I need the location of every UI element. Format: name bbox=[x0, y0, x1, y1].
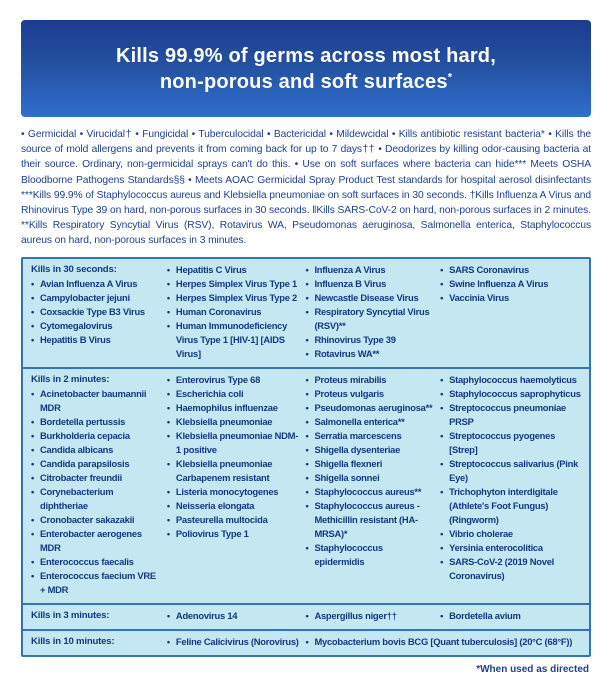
bullet-icon: • bbox=[305, 471, 309, 483]
germ-name: Herpes Simplex Virus Type 1 bbox=[175, 277, 298, 289]
bullet-icon: • bbox=[166, 415, 170, 427]
bullet-icon: • bbox=[305, 499, 309, 511]
germ-name: Avian Influenza A Virus bbox=[40, 277, 138, 289]
germ-item bbox=[440, 387, 583, 401]
germ-name: Neisseria elongata bbox=[175, 499, 255, 511]
germ-item bbox=[167, 609, 300, 623]
bullet-icon: • bbox=[166, 499, 170, 511]
germ-item bbox=[167, 499, 300, 513]
bullet-icon: • bbox=[440, 527, 444, 539]
germ-item bbox=[440, 291, 583, 305]
bullet-icon: • bbox=[166, 527, 170, 539]
bullet-icon: • bbox=[166, 485, 170, 497]
germ-name: Bordetella avium bbox=[449, 609, 521, 621]
germ-name: Pasteurella multocida bbox=[175, 513, 268, 525]
bullet-icon: • bbox=[166, 305, 170, 317]
germ-name: Serratia marcescens bbox=[314, 429, 402, 441]
germ-name: Cronobacter sakazakii bbox=[40, 513, 135, 525]
germ-item bbox=[167, 277, 300, 291]
kill-table-column bbox=[440, 635, 583, 649]
germ-name: Trichophyton interdigitale (Athlete's Foot Fungus) (Ringworm) bbox=[449, 485, 558, 525]
bullet-icon: • bbox=[440, 541, 444, 553]
germ-item bbox=[167, 263, 300, 277]
germ-item bbox=[305, 401, 434, 415]
germ-name: Streptococcus salivarius (Pink Eye) bbox=[449, 457, 579, 483]
germ-item bbox=[305, 277, 434, 291]
bullet-icon: • bbox=[31, 415, 35, 427]
germ-name: Shigella dysenteriae bbox=[314, 443, 401, 455]
germ-item bbox=[31, 319, 161, 333]
bullet-icon: • bbox=[305, 347, 309, 359]
bullet-icon: • bbox=[440, 555, 444, 567]
germ-name: Pseudomonas aeruginosa** bbox=[314, 401, 433, 413]
bullet-icon: • bbox=[440, 291, 444, 303]
bullet-icon: • bbox=[305, 263, 309, 275]
bullet-icon: • bbox=[305, 305, 309, 317]
bullet-icon: • bbox=[166, 457, 170, 469]
section-time-label: Kills in 2 minutes: bbox=[31, 373, 110, 385]
germ-item bbox=[167, 387, 300, 401]
bullet-icon: • bbox=[31, 527, 35, 539]
germ-item bbox=[440, 541, 583, 555]
bullet-icon: • bbox=[166, 635, 170, 647]
bullet-icon: • bbox=[305, 609, 309, 621]
germ-name: Salmonella enterica** bbox=[314, 415, 405, 427]
kill-table-column bbox=[305, 373, 434, 597]
germ-name: Aspergillus niger†† bbox=[314, 609, 397, 621]
bullet-icon: • bbox=[31, 555, 35, 567]
germ-name: Shigella flexneri bbox=[314, 457, 383, 469]
section-time-label: Kills in 10 minutes: bbox=[31, 635, 115, 647]
germ-item bbox=[31, 333, 161, 347]
section-time-label: Kills in 30 seconds: bbox=[31, 263, 117, 275]
bullet-icon: • bbox=[305, 277, 309, 289]
germ-name: Campylobacter jejuni bbox=[40, 291, 130, 303]
header-banner bbox=[21, 20, 591, 117]
kill-table-column bbox=[305, 609, 434, 623]
germ-name: Hepatitis C Virus bbox=[175, 263, 247, 275]
germ-name: Escherichia coli bbox=[175, 387, 244, 399]
germ-item bbox=[31, 387, 161, 415]
germ-item bbox=[167, 457, 300, 485]
germ-name: Hepatitis B Virus bbox=[40, 333, 111, 345]
germ-name: Bordetella pertussis bbox=[40, 415, 126, 427]
germ-name: SARS Coronavirus bbox=[449, 263, 529, 275]
bullet-icon: • bbox=[305, 415, 309, 427]
bullet-icon: • bbox=[305, 291, 309, 303]
germ-name: Staphylococcus haemolyticus bbox=[449, 373, 577, 385]
claims-paragraph: • Germicidal • Virucidal† • Fungicidal • Tuberculocidal • Bactericidal • Mildewcidal • Kills antibiotic resistant bacteria* • Kills the source of mold allergens and prevents it from coming back for up to 7 days†† • Deodorizes by killing odor-causing bacteria at their source. Ordinary, non-germicidal sprays can't do this. • Use on soft surfaces where bacteria can hide*** Meets OSHA Bloodborne Pathogens Standards§§ • Meets AOAC Germicidal Spray Product Test standards for hospital aerosol disinfectants ***Kills 99.9% of Staphylococcus aureus and Klebsiella pneumoniae on soft surfaces in 30 seconds. †Kills Influenza A Virus and Rhinovirus Type 39 on hard, non-porous surfaces in 30 seconds. ‖Kills SARS-CoV-2 on hard, non-porous surfaces in 2 minutes. **Kills Respiratory Syncytial Virus (RSV), Rotavirus WA, Pseudomonas aeruginosa, Salmonella enterica, Staphylococcus aureus on hard, non-porous surfaces in 3 minutes. bbox=[21, 129, 591, 247]
bullet-icon: • bbox=[31, 319, 35, 331]
kill-table-column bbox=[31, 263, 161, 361]
bullet-icon: • bbox=[31, 291, 35, 303]
bullet-icon: • bbox=[305, 401, 309, 413]
germ-item bbox=[305, 333, 434, 347]
germ-item bbox=[167, 291, 300, 305]
bullet-icon: • bbox=[31, 443, 35, 455]
kill-table-column bbox=[305, 635, 573, 649]
germ-item bbox=[31, 277, 161, 291]
germ-item bbox=[167, 305, 300, 319]
germ-item bbox=[31, 485, 161, 513]
bullet-icon: • bbox=[166, 291, 170, 303]
germ-item bbox=[305, 609, 434, 623]
bullet-icon: • bbox=[440, 429, 444, 441]
bullet-icon: • bbox=[31, 387, 35, 399]
germ-item bbox=[167, 401, 300, 415]
germ-item bbox=[31, 471, 161, 485]
germ-item bbox=[31, 513, 161, 527]
germ-name: Enterobacter aerogenes MDR bbox=[40, 527, 142, 553]
germ-name: Streptococcus pneumoniae PRSP bbox=[449, 401, 567, 427]
germ-item bbox=[440, 485, 583, 527]
kill-table-section bbox=[23, 259, 589, 367]
kill-table-section bbox=[23, 603, 589, 629]
germ-item bbox=[167, 415, 300, 429]
footnote: *When used as directed bbox=[476, 663, 589, 675]
bullet-icon: • bbox=[440, 485, 444, 497]
bullet-icon: • bbox=[166, 513, 170, 525]
bullet-icon: • bbox=[166, 277, 170, 289]
germ-item bbox=[305, 429, 434, 443]
header-title-line2-text: non-porous and soft surfaces bbox=[159, 70, 448, 93]
germ-name: Shigella sonnei bbox=[314, 471, 380, 483]
germ-name: Burkholderia cepacia bbox=[40, 429, 130, 441]
germ-name: Swine Influenza A Virus bbox=[449, 277, 549, 289]
kill-table-column bbox=[440, 609, 583, 623]
kill-table-column bbox=[305, 263, 434, 361]
germ-name: Enterococcus faecium VRE + MDR bbox=[40, 569, 156, 595]
kill-table-section bbox=[23, 367, 589, 603]
germ-item bbox=[440, 429, 583, 457]
germ-item bbox=[167, 513, 300, 527]
germ-name: Rotavirus WA** bbox=[314, 347, 380, 359]
bullet-icon: • bbox=[166, 387, 170, 399]
germ-name: Haemophilus influenzae bbox=[175, 401, 278, 413]
germ-item bbox=[31, 415, 161, 429]
kill-table bbox=[21, 257, 591, 657]
bullet-icon: • bbox=[31, 429, 35, 441]
bullet-icon: • bbox=[305, 485, 309, 497]
germ-name: Cytomegalovirus bbox=[40, 319, 113, 331]
germ-name: Respiratory Syncytial Virus (RSV)** bbox=[314, 305, 430, 331]
germ-item bbox=[31, 457, 161, 471]
kill-table-column bbox=[167, 635, 300, 649]
bullet-icon: • bbox=[31, 569, 35, 581]
germ-name: Herpes Simplex Virus Type 2 bbox=[175, 291, 298, 303]
bullet-icon: • bbox=[31, 305, 35, 317]
kill-table-column bbox=[167, 609, 300, 623]
bullet-icon: • bbox=[305, 457, 309, 469]
germ-name: Klebsiella pneumoniae NDM-1 positive bbox=[175, 429, 299, 455]
germ-item bbox=[31, 305, 161, 319]
germ-name: Proteus mirabilis bbox=[314, 373, 387, 385]
bullet-icon: • bbox=[440, 373, 444, 385]
germ-name: Proteus vulgaris bbox=[314, 387, 384, 399]
germ-name: Klebsiella pneumoniae Carbapenem resistant bbox=[175, 457, 273, 483]
kill-table-column bbox=[440, 373, 583, 597]
germ-name: SARS-CoV-2 (2019 Novel Coronavirus) bbox=[449, 555, 555, 581]
germ-name: Yersinia enterocolitica bbox=[449, 541, 543, 553]
germ-name: Staphylococcus epidermidis bbox=[314, 541, 383, 567]
bullet-icon: • bbox=[305, 373, 309, 385]
bullet-icon: • bbox=[440, 387, 444, 399]
germ-item bbox=[305, 347, 434, 361]
germ-item bbox=[31, 569, 161, 597]
germ-item bbox=[305, 541, 434, 569]
germ-item bbox=[305, 387, 434, 401]
bullet-icon: • bbox=[305, 635, 309, 647]
germ-item bbox=[305, 471, 434, 485]
bullet-icon: • bbox=[31, 333, 35, 345]
germ-name: Human Immunodeficiency Virus Type 1 [HIV-1] [AIDS Virus] bbox=[175, 319, 288, 359]
bullet-icon: • bbox=[166, 319, 170, 331]
bullet-icon: • bbox=[166, 373, 170, 385]
bullet-icon: • bbox=[166, 263, 170, 275]
germ-name: Feline Calicivirus (Norovirus) bbox=[175, 635, 299, 647]
kill-table-column bbox=[440, 263, 583, 361]
bullet-icon: • bbox=[305, 541, 309, 553]
germ-item bbox=[167, 527, 300, 541]
bullet-icon: • bbox=[31, 471, 35, 483]
germ-name: Acinetobacter baumannii MDR bbox=[40, 387, 147, 413]
germ-item bbox=[440, 555, 583, 583]
germ-item bbox=[440, 373, 583, 387]
germ-name: Adenovirus 14 bbox=[175, 609, 238, 621]
kill-table-column bbox=[167, 263, 300, 361]
header-title-line1 bbox=[116, 43, 496, 69]
germ-name: Mycobacterium bovis BCG [Quant tuberculosis] (20°C (68°F)) bbox=[314, 635, 573, 647]
germ-item bbox=[305, 415, 434, 429]
germ-name: Staphylococcus aureus - Methicillin resistant (HA-MRSA)* bbox=[314, 499, 420, 539]
bullet-icon: • bbox=[305, 387, 309, 399]
germ-name: Citrobacter freundii bbox=[40, 471, 122, 483]
germ-name: Influenza A Virus bbox=[314, 263, 386, 275]
germ-item bbox=[167, 319, 300, 361]
germ-name: Vibrio cholerae bbox=[449, 527, 513, 539]
germ-item bbox=[440, 457, 583, 485]
germ-item bbox=[167, 429, 300, 457]
germ-name: Newcastle Disease Virus bbox=[314, 291, 419, 303]
bullet-icon: • bbox=[166, 429, 170, 441]
germ-item bbox=[305, 291, 434, 305]
germ-item bbox=[31, 291, 161, 305]
germ-item bbox=[31, 527, 161, 555]
germ-item bbox=[440, 527, 583, 541]
germ-name: Klebsiella pneumoniae bbox=[175, 415, 273, 427]
bullet-icon: • bbox=[440, 277, 444, 289]
germ-item bbox=[305, 499, 434, 541]
germ-item bbox=[440, 263, 583, 277]
germ-name: Staphylococcus aureus** bbox=[314, 485, 422, 497]
germ-item bbox=[305, 635, 573, 649]
germ-item bbox=[167, 635, 300, 649]
germ-item bbox=[167, 485, 300, 499]
germ-name: Human Coronavirus bbox=[175, 305, 262, 317]
germ-name: Candida parapsilosis bbox=[40, 457, 130, 469]
germ-name: Coxsackie Type B3 Virus bbox=[40, 305, 145, 317]
bullet-icon: • bbox=[440, 401, 444, 413]
bullet-icon: • bbox=[31, 457, 35, 469]
germ-item bbox=[305, 485, 434, 499]
germ-name: Candida albicans bbox=[40, 443, 114, 455]
germ-item bbox=[440, 401, 583, 429]
germ-name: Vaccinia Virus bbox=[449, 291, 509, 303]
germ-item bbox=[31, 443, 161, 457]
bullet-icon: • bbox=[440, 457, 444, 469]
germ-name: Enterovirus Type 68 bbox=[175, 373, 261, 385]
bullet-icon: • bbox=[31, 277, 35, 289]
germ-name: Staphylococcus saprophyticus bbox=[449, 387, 581, 399]
germ-item bbox=[305, 443, 434, 457]
kill-table-column bbox=[31, 609, 161, 623]
germ-item bbox=[440, 277, 583, 291]
germ-name: Enterococcus faecalis bbox=[40, 555, 134, 567]
bullet-icon: • bbox=[305, 443, 309, 455]
kill-table-column bbox=[31, 635, 161, 649]
germ-item bbox=[305, 457, 434, 471]
bullet-icon: • bbox=[440, 609, 444, 621]
bullet-icon: • bbox=[305, 333, 309, 345]
germ-name: Listeria monocytogenes bbox=[175, 485, 279, 497]
germ-name: Rhinovirus Type 39 bbox=[314, 333, 396, 345]
germ-name: Poliovirus Type 1 bbox=[175, 527, 249, 539]
kill-table-column bbox=[167, 373, 300, 597]
bullet-icon: • bbox=[440, 263, 444, 275]
bullet-icon: • bbox=[166, 401, 170, 413]
germ-item bbox=[305, 305, 434, 333]
bullet-icon: • bbox=[166, 609, 170, 621]
header-title-line2 bbox=[160, 69, 452, 95]
bullet-icon: • bbox=[31, 513, 35, 525]
kill-table-section bbox=[23, 629, 589, 655]
germ-item bbox=[31, 429, 161, 443]
section-time-label: Kills in 3 minutes: bbox=[31, 609, 110, 621]
germ-item bbox=[305, 263, 434, 277]
germ-name: Corynebacterium diphtheriae bbox=[40, 485, 114, 511]
germ-name: Influenza B Virus bbox=[314, 277, 387, 289]
bullet-icon: • bbox=[31, 485, 35, 497]
header-title-line1-text: Kills 99.9% of germs across most hard, bbox=[116, 44, 496, 67]
germ-name: Streptococcus pyogenes [Strep] bbox=[449, 429, 556, 455]
kill-table-column bbox=[31, 373, 161, 597]
germ-item bbox=[167, 373, 300, 387]
germ-item bbox=[31, 555, 161, 569]
germ-item bbox=[440, 609, 583, 623]
bullet-icon: • bbox=[305, 429, 309, 441]
header-title-asterisk: * bbox=[447, 70, 453, 83]
germ-item bbox=[305, 373, 434, 387]
